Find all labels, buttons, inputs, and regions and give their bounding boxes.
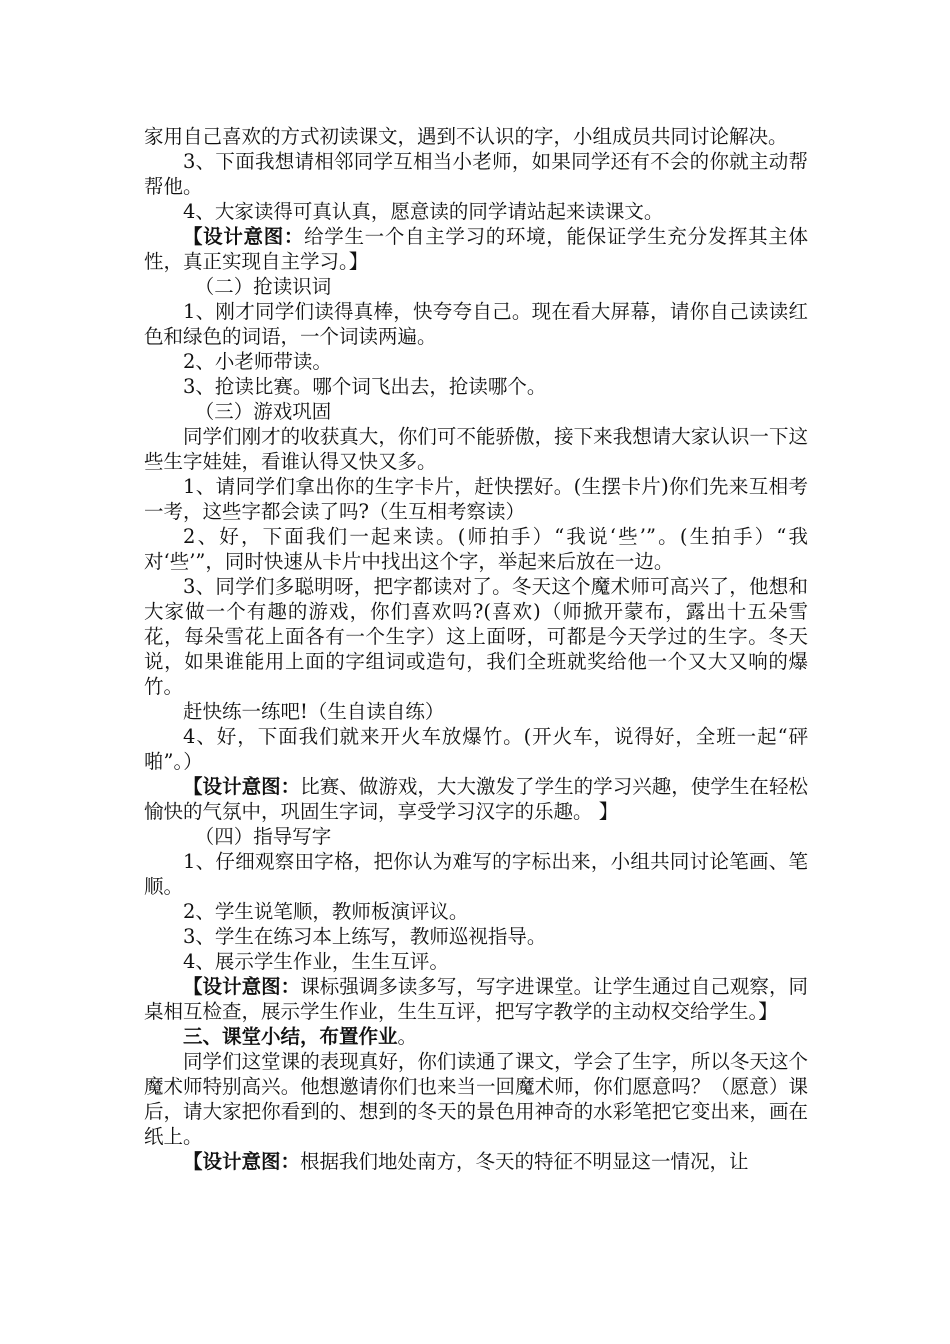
paragraph: 3、同学们多聪明呀，把字都读对了。冬天这个魔术师可高兴了，他想和大家做一个有趣的游戏，你们喜欢吗?(喜欢)（师掀开蒙布，露出十五朵雪花，每朵雪花上面各有一个生字）这上面呀，可都是今天学过的生字。冬天说，如果谁能用上面的字组词或造句，我们全班就奖给他一个又大又响的爆竹。 (144, 575, 808, 698)
design-intent-paragraph: 【设计意图：给学生一个自主学习的环境，能保证学生充分发挥其主体性，真正实现自主学习。】 (144, 225, 808, 273)
design-intent-label: 【设计意图： (183, 225, 305, 248)
section-heading-main: 三、课堂小结，布置作业。 (183, 1025, 418, 1048)
paragraph: 同学们刚才的收获真大，你们可不能骄傲，接下来我想请大家认识一下这些生字娃娃，看谁认得又快又多。 (144, 425, 808, 473)
paragraph: 3、学生在练习本上练写，教师巡视指导。 (183, 925, 547, 948)
design-intent-paragraph: 【设计意图：比赛、做游戏，大大激发了学生的学习兴趣，使学生在轻松愉快的气氛中，巩固生字词，享受学习汉字的乐趣。 】 (144, 775, 808, 823)
paragraph: 1、刚才同学们读得真棒，快夸夸自己。现在看大屏幕，请你自己读读红色和绿色的词语，一个词读两遍。 (144, 300, 808, 348)
paragraph: 3、下面我想请相邻同学互相当小老师，如果同学还有不会的你就主动帮帮他。 (144, 150, 808, 198)
paragraph: 同学们这堂课的表现真好，你们读通了课文，学会了生字，所以冬天这个魔术师特别高兴。他想邀请你们也来当一回魔术师，你们愿意吗？（愿意）课后，请大家把你看到的、想到的冬天的景色用神奇的水彩笔把它变出来，画在纸上。 (144, 1050, 808, 1148)
paragraph: 2、学生说笔顺，教师板演评议。 (183, 900, 469, 923)
paragraph: 3、抢读比赛。哪个词飞出去，抢读哪个。 (183, 375, 547, 398)
section-heading: （三）游戏巩固 (194, 400, 332, 423)
paragraph: 赶快练一练吧!（生自读自练） (183, 700, 445, 723)
design-intent-paragraph: 【设计意图：根据我们地处南方，冬天的特征不明显这一情况，让 (183, 1150, 749, 1173)
design-intent-label: 【设计意图： (183, 775, 301, 798)
design-intent-label: 【设计意图： (183, 1150, 301, 1173)
design-intent-paragraph: 【设计意图：课标强调多读多写，写字进课堂。让学生通过自己观察，同桌相互检查，展示学生作业，生生互评，把写字教学的主动权交给学生。】 (144, 975, 808, 1023)
section-heading: （四）指导写字 (194, 825, 332, 848)
paragraph: 4、展示学生作业，生生互评。 (183, 950, 449, 973)
document-page (144, 124, 808, 1174)
paragraph: 1、请同学们拿出你的生字卡片，赶快摆好。(生摆卡片)你们先来互相考一考，这些字都会读了吗?（生互相考察读） (144, 475, 808, 523)
main-heading-label: 三、课堂小结，布置作业 (183, 1025, 398, 1048)
section-heading: （二）抢读识词 (194, 275, 332, 298)
paragraph: 4、大家读得可真认真，愿意读的同学请站起来读课文。 (183, 200, 664, 223)
paragraph-continued: 家用自己喜欢的方式初读课文，遇到不认识的字，小组成员共同讨论解决。 (144, 125, 788, 148)
design-intent-label: 【设计意图： (183, 975, 301, 998)
paragraph: 4、好，下面我们就来开火车放爆竹。(开火车，说得好，全班一起“砰啪”。） (144, 725, 808, 773)
paragraph: 1、仔细观察田字格，把你认为难写的字标出来，小组共同讨论笔画、笔顺。 (144, 850, 808, 898)
paragraph: 2、好，下面我们一起来读。(师拍手）“我说‘些’”。(生拍手）“我对‘些’”，同时快速从卡片中找出这个字，举起来后放在一边。 (144, 525, 808, 573)
paragraph: 2、小老师带读。 (183, 350, 332, 373)
